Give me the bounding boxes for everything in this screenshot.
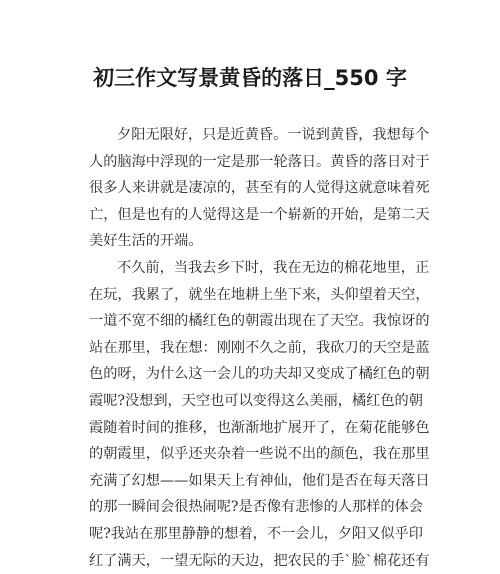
paragraph-line: 呢?我站在那里静静的想着，不一会儿，夕阳又似乎印 bbox=[89, 521, 401, 548]
paragraph-line: 一道不宽不细的橘红色的朝霞出现在了天空。我惊讶的 bbox=[89, 308, 401, 335]
paragraph-line: 不久前，当我去乡下时，我在无边的棉花地里，正 bbox=[89, 255, 401, 282]
paragraph-line: 在玩，我累了，就坐在地耕上坐下来，头仰望着天空， bbox=[89, 282, 401, 309]
paragraph-line: 的那一瞬间会很热闹呢?是否像有悲惨的人那样的体会 bbox=[89, 494, 401, 521]
paragraph-line: 红了满天，一望无际的天边，把农民的手`脸`棉花还有 bbox=[89, 548, 401, 574]
document-title: 初三作文写景黄昏的落日_550 字 bbox=[0, 62, 500, 92]
paragraph-line: 的朝霞里，似乎还夹杂着一些说不出的颜色，我在那里 bbox=[89, 441, 401, 468]
paragraph-line: 站在那里，我在想：刚刚不久之前，我砍刀的天空是蓝 bbox=[89, 335, 401, 362]
paragraph-1 bbox=[89, 122, 401, 255]
paragraph-2 bbox=[89, 255, 401, 574]
paragraph-line: 亡，但是也有的人觉得这是一个崭新的开始，是第二天 bbox=[89, 202, 401, 229]
paragraph-line: 夕阳无限好，只是近黄昏。一说到黄昏，我想每个 bbox=[89, 122, 401, 149]
document-body bbox=[89, 122, 401, 574]
paragraph-line: 人的脑海中浮现的一定是那一轮落日。黄昏的落日对于 bbox=[89, 149, 401, 176]
paragraph-line: 充满了幻想——如果天上有神仙，他们是否在每天落日 bbox=[89, 468, 401, 495]
paragraph-line: 霞随着时间的推移，也渐渐地扩展开了，在菊花能够色 bbox=[89, 415, 401, 442]
paragraph-line: 很多人来讲就是凄凉的，甚至有的人觉得这就意味着死 bbox=[89, 175, 401, 202]
paragraph-line: 美好生活的开端。 bbox=[89, 228, 401, 255]
paragraph-line: 色的呀，为什么这一会儿的功夫却又变成了橘红色的朝 bbox=[89, 361, 401, 388]
paragraph-line: 霞呢?没想到，天空也可以变得这么美丽，橘红色的朝 bbox=[89, 388, 401, 415]
